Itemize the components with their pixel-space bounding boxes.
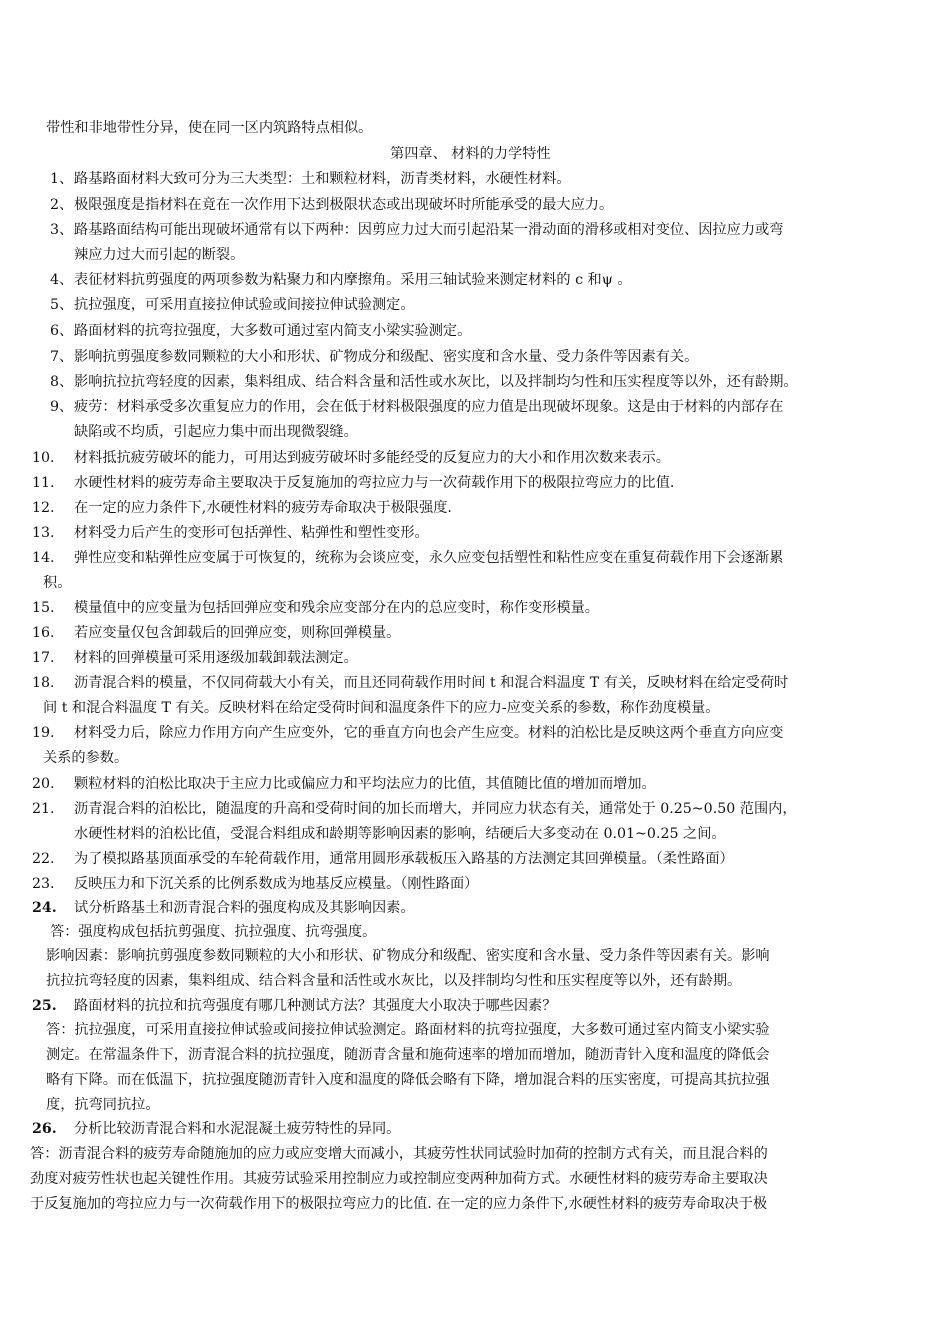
item-number: 8、 [50, 374, 74, 390]
item-text-line: 测定。在常温条件下，沥青混合料的抗拉强度，随沥青含量和施荷速率的增加而增加，随沥青针入度和温度的降低会 [46, 1047, 770, 1063]
item-text-line: 答：沥青混合料的疲劳寿命随施加的应力或应变增大而减小，其疲劳性状同试验时加荷的控制方式有关，而且混合料的 [30, 1146, 768, 1162]
item-number: 15. [32, 600, 55, 616]
item-number: 23. [32, 876, 55, 892]
item-text-line: 路面材料的抗弯拉强度，大多数可通过室内简支小梁实验测定。 [74, 323, 472, 339]
item-text-line: 若应变量仅包含卸载后的回弹应变，则称回弹模量。 [74, 625, 401, 641]
item-number: 26. [32, 1121, 57, 1137]
item-text-line: 路基路面结构可能出现破坏通常有以下两种：因剪应力过大而引起沿某一滑动面的滑移或相对变位、因拉应力或弯 [74, 222, 784, 238]
item-number: 16. [32, 625, 55, 641]
item-number: 5、 [50, 297, 74, 313]
item-text-line: 度，抗弯同抗拉。 [46, 1097, 160, 1113]
item-number: 3、 [50, 222, 74, 238]
item-number: 9、 [50, 399, 74, 415]
item-text-line: 路面材料的抗拉和抗弯强度有哪几种测试方法？其强度大小取决于哪些因素？ [74, 998, 557, 1014]
item-text-line: 缺陷或不均质，引起应力集中而出现微裂缝。 [74, 424, 358, 440]
item-text-line: 略有下降。而在低温下，抗拉强度随沥青针入度和温度的降低会略有下降，增加混合料的压实密度，可提高其抗拉强 [46, 1072, 770, 1088]
item-text-line: 表征材料抗剪强度的两项参数为粘聚力和内摩擦角。采用三轴试验来测定材料的 c 和ψ 。 [74, 272, 632, 288]
item-number: 2、 [50, 197, 74, 213]
item-text-line: 试分析路基土和沥青混合料的强度构成及其影响因素。 [74, 900, 415, 916]
item-text-line: 水硬性材料的泊松比值，受混合料组成和龄期等影响因素的影响，结硬后大多变动在 0.01~0.25 之间。 [74, 826, 726, 842]
item-number: 19. [32, 725, 55, 741]
item-number: 24. [32, 900, 57, 916]
item-text-line: 水硬性材料的疲劳寿命主要取决于反复施加的弯拉应力与一次荷载作用下的极限拉弯应力的比值. [74, 475, 675, 491]
item-text-line: 抗拉强度，可采用直接拉伸试验或间接拉伸试验测定。 [74, 297, 415, 313]
item-text-line: 反映压力和下沉关系的比例系数成为地基反应模量。（刚性路面） [74, 876, 479, 892]
item-text-line: 辣应力过大而引起的断裂。 [74, 247, 245, 263]
item-text-line: 为了模拟路基顶面承受的车轮荷载作用，通常用圆形承载板压入路基的方法测定其回弹模量。（柔性路面） [74, 851, 734, 867]
item-number: 18. [32, 675, 55, 691]
item-number: 11. [32, 475, 55, 491]
item-text-line: 沥青混合料的模量，不仅同荷载大小有关，而且还同荷载作用时间 t 和混合料温度 T 有关，反映材料在给定受荷时 [74, 675, 789, 691]
item-number: 13. [32, 525, 55, 541]
item-text-line: 材料的回弹模量可采用逐级加载卸载法测定。 [74, 650, 358, 666]
item-number: 25. [32, 998, 57, 1014]
item-text-line: 极限强度是指材料在竟在一次作用下达到极限状态或出现破坏时所能承受的最大应力。 [74, 197, 614, 213]
intro-line: 带性和非地带性分异，使在同一区内筑路特点相似。 [46, 120, 373, 136]
item-number: 12. [32, 500, 55, 516]
item-text-line: 模量值中的应变量为包括回弹应变和残余应变部分在内的总应变时，称作变形模量。 [74, 600, 599, 616]
item-text-line: 劲度对疲劳性状也起关键性作用。其疲劳试验采用控制应力或控制应变两种加荷方式。水硬性材料的疲劳寿命主要取决 [30, 1171, 768, 1187]
item-text-line: 关系的参数。 [43, 750, 129, 766]
item-text-line: 影响抗拉抗弯轻度的因素，集料组成、结合料含量和活性或水灰比，以及拌制均匀性和压实程度等以外，还有龄期。 [74, 374, 798, 390]
item-text-line: 影响因素：影响抗剪强度参数同颗粒的大小和形状、矿物成分和级配、密实度和含水量、受力条件等因素有关。影响 [46, 948, 770, 964]
item-number: 1、 [50, 171, 74, 187]
item-text-line: 弹性应变和粘弹性应变属于可恢复的，统称为会谈应变，永久应变包括塑性和粘性应变在重复荷载作用下会逐渐累 [74, 550, 784, 566]
chapter-title: 第四章、 材料的力学特性 [390, 146, 551, 162]
item-text-line: 疲劳：材料承受多次重复应力的作用，会在低于材料极限强度的应力值是出现破坏现象。这是由于材料的内部存在 [74, 399, 784, 415]
item-number: 4、 [50, 272, 74, 288]
item-text-line: 路基路面材料大致可分为三大类型：土和颗粒材料，沥青类材料，水硬性材料。 [74, 171, 571, 187]
item-text-line: 积。 [43, 575, 72, 591]
item-text-line: 影响抗剪强度参数同颗粒的大小和形状、矿物成分和级配、密实度和含水量、受力条件等因素有关。 [74, 349, 699, 365]
item-text-line: 于反复施加的弯拉应力与一次荷载作用下的极限拉弯应力的比值. 在一定的应力条件下,水硬性材料的疲劳寿命取决于极 [30, 1196, 768, 1212]
item-text-line: 分析比较沥青混合料和水泥混凝土疲劳特性的异同。 [74, 1121, 401, 1137]
item-number: 20. [32, 776, 55, 792]
item-number: 10. [32, 450, 55, 466]
item-number: 22. [32, 851, 55, 867]
item-text-line: 材料受力后产生的变形可包括弹性、粘弹性和塑性变形。 [74, 525, 429, 541]
item-text-line: 材料受力后，除应力作用方向产生应变外，它的垂直方向也会产生应变。材料的泊松比是反映这两个垂直方向应变 [74, 725, 784, 741]
item-number: 7、 [50, 349, 74, 365]
item-text-line: 材料抵抗疲劳破坏的能力，可用达到疲劳破坏时多能经受的反复应力的大小和作用次数来表示。 [74, 450, 670, 466]
item-text-line: 颗粒材料的泊松比取决于主应力比或偏应力和平均法应力的比值，其值随比值的增加而增加。 [74, 776, 656, 792]
item-text-line: 间 t 和混合料温度 T 有关。反映材料在给定受荷时间和温度条件下的应力-应变关系的参数，称作劲度模量。 [43, 700, 720, 716]
item-number: 6、 [50, 323, 74, 339]
item-text-line: 沥青混合料的泊松比，随温度的升高和受荷时间的加长而增大，并同应力状态有关，通常处于 0.25~0.50 范围内， [74, 801, 797, 817]
item-text-line: 答：抗拉强度，可采用直接拉伸试验或间接拉伸试验测定。路面材料的抗弯拉强度，大多数可通过室内简支小梁实验 [46, 1022, 770, 1038]
item-number: 14. [32, 550, 55, 566]
item-number: 21. [32, 801, 55, 817]
item-text-line: 抗拉抗弯轻度的因素，集料组成、结合料含量和活性或水灰比，以及拌制均匀性和压实程度等以外，还有龄期。 [46, 973, 742, 989]
item-text-line: 答：强度构成包括抗剪强度、抗拉强度、抗弯强度。 [50, 924, 377, 940]
item-text-line: 在一定的应力条件下,水硬性材料的疲劳寿命取决于极限强度. [74, 500, 452, 516]
item-number: 17. [32, 650, 55, 666]
